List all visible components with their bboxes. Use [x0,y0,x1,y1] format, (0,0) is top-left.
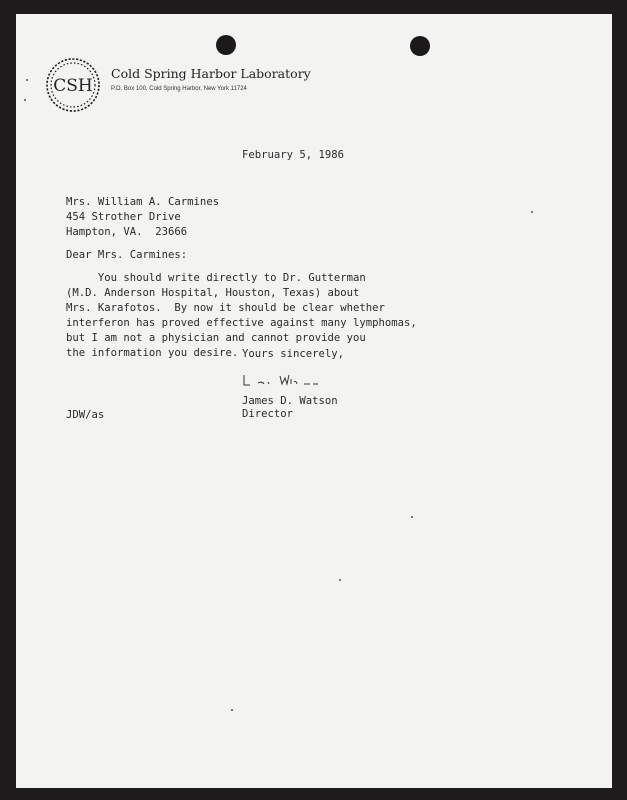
body-line: You should write directly to Dr. Gutterman [66,272,366,284]
reference-initials: JDW/as [66,409,105,421]
letter-page [16,14,612,788]
organization-address: P.O. Box 100, Cold Spring Harbor, New York 11724 [111,86,247,92]
body-line: but I am not a physician and cannot provide you [66,332,366,344]
closing: Yours sincerely, [242,348,345,360]
recipient-line: Mrs. William A. Carmines [66,196,220,208]
paper-speck [24,99,26,101]
paper-speck [411,516,413,518]
signature [238,371,328,389]
salutation: Dear Mrs. Carmines: [66,249,188,261]
paper-speck [26,79,28,81]
paper-speck [339,579,341,581]
signer-title: Director [242,408,294,420]
paper-speck [231,709,233,711]
csh-logo [44,56,102,114]
organization-name: Cold Spring Harbor Laboratory [111,66,311,81]
letter-date: February 5, 1986 [242,149,345,161]
punch-hole [410,36,430,56]
logo-text: CSH [53,76,93,96]
signer-name: James D. Watson [242,395,338,407]
paper-speck [531,211,533,213]
recipient-line: 454 Strother Drive [66,211,181,223]
body-line: Mrs. Karafotos. By now it should be clear whether [66,302,385,314]
body-line: (M.D. Anderson Hospital, Houston, Texas) about [66,287,360,299]
body-line: the information you desire. [66,347,239,359]
body-line: interferon has proved effective against many lymphomas, [66,317,417,329]
recipient-line: Hampton, VA. 23666 [66,226,188,238]
punch-hole [216,35,236,55]
